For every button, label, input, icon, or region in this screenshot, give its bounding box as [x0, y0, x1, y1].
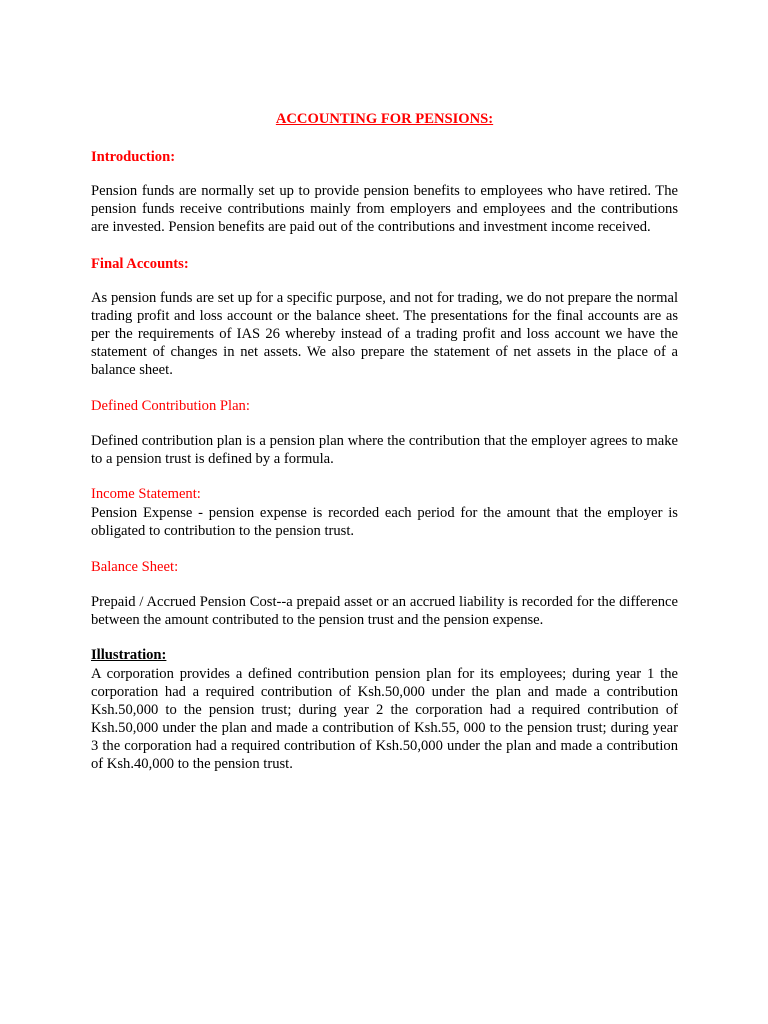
final-accounts-heading: Final Accounts:	[91, 256, 189, 272]
balance-sheet-paragraph: Prepaid / Accrued Pension Cost--a prepaid asset or an accrued liability is recorded for the difference between the amount contributed to the pension trust and the pension expense.	[91, 594, 678, 628]
income-statement-paragraph: Pension Expense - pension expense is recorded each period for the amount that the employer is obligated to contribution to the pension trust.	[91, 505, 678, 539]
final-accounts-paragraph: As pension funds are set up for a specific purpose, and not for trading, we do not prepare the normal trading profit and loss account or the balance sheet. The presentations for the final accounts are as per the requirements of IAS 26 whereby instead of a trading profit and loss account we have the statement of changes in net assets. We also prepare the statement of net assets in the place of a balance sheet.	[91, 290, 678, 378]
document-title: ACCOUNTING FOR PENSIONS:	[275, 111, 494, 127]
introduction-heading: Introduction:	[91, 149, 176, 165]
illustration-heading: Illustration:	[91, 647, 167, 663]
defined-contribution-paragraph: Defined contribution plan is a pension plan where the contribution that the employer agrees to make to a pension trust is defined by a formula.	[91, 433, 678, 467]
income-statement-heading: Income Statement:	[91, 486, 201, 502]
introduction-paragraph: Pension funds are normally set up to provide pension benefits to employees who have retired. The pension funds receive contributions mainly from employers and employees and the contributions are invested. Pension benefits are paid out of the contributions and investment income received.	[91, 183, 678, 235]
balance-sheet-heading: Balance Sheet:	[91, 559, 179, 575]
illustration-paragraph: A corporation provides a defined contribution pension plan for its employees; during year 1 the corporation had a required contribution of Ksh.50,000 under the plan and made a contribution Ksh.50,000 to the pension trust; during year 2 the corporation had a required contribution of Ksh.50,000 under the plan and made a contribution of Ksh.55, 000 to the pension trust; during year 3 the corporation had a required contribution of Ksh.50,000 under the plan and made a contribution of Ksh.40,000 to the pension trust.	[91, 666, 678, 772]
defined-contribution-heading: Defined Contribution Plan:	[91, 398, 250, 414]
